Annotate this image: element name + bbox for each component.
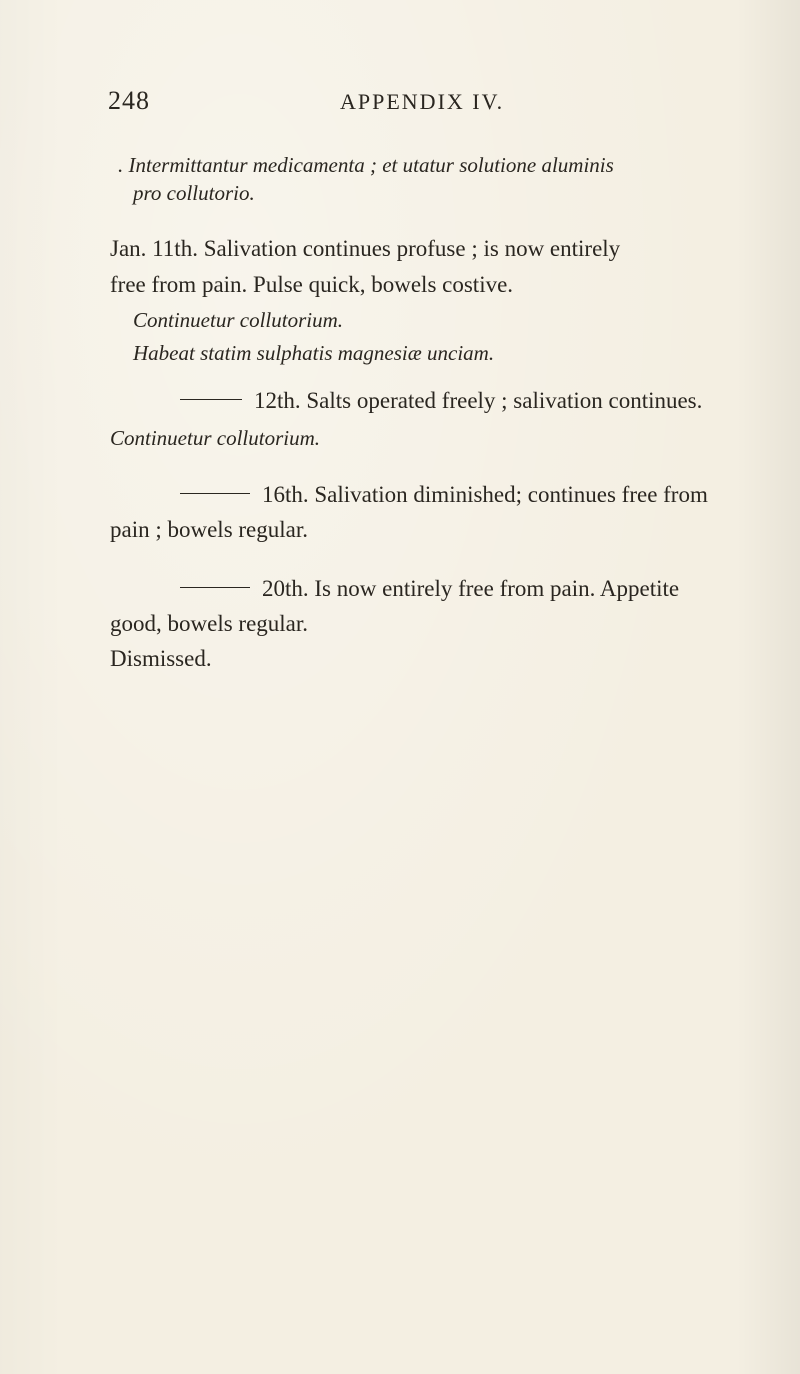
entry-20th <box>180 574 679 604</box>
page-header <box>108 86 708 116</box>
ditto-dash <box>180 399 242 400</box>
entry-jan-11-line-1: Jan. 11th. Salivation continues profuse ; is now entirely <box>110 236 621 261</box>
prescription-line: pro collutorio. <box>133 181 255 205</box>
entry-20th-continued: good, bowels regular. <box>110 611 309 636</box>
entry-jan-11-line-2: free from pain. Pulse quick, bowels costive. <box>110 272 514 297</box>
prescription-line: Continuetur collutorium. <box>110 426 320 450</box>
ditto-dash <box>180 493 250 494</box>
prescription-line: Habeat statim sulphatis magnesiæ unciam. <box>133 341 495 365</box>
entry-16th-text: 16th. Salivation diminished; continues free from <box>262 482 708 507</box>
entry-20th-text: 20th. Is now entirely free from pain. Appetite <box>262 576 680 601</box>
dismissed-line: Dismissed. <box>110 646 212 671</box>
entry-12th <box>180 386 702 416</box>
page-number: 248 <box>108 86 150 115</box>
ditto-dash <box>180 587 250 588</box>
entry-16th <box>180 480 708 510</box>
prescription-line: Continuetur collutorium. <box>133 308 343 332</box>
entry-12th-text: 12th. Salts operated freely ; salivation continues. <box>254 388 703 413</box>
entry-16th-continued: pain ; bowels regular. <box>110 517 309 542</box>
running-head: APPENDIX IV. <box>340 89 505 114</box>
prescription-line: . Intermittantur medicamenta ; et utatur solutione aluminis <box>118 153 614 177</box>
